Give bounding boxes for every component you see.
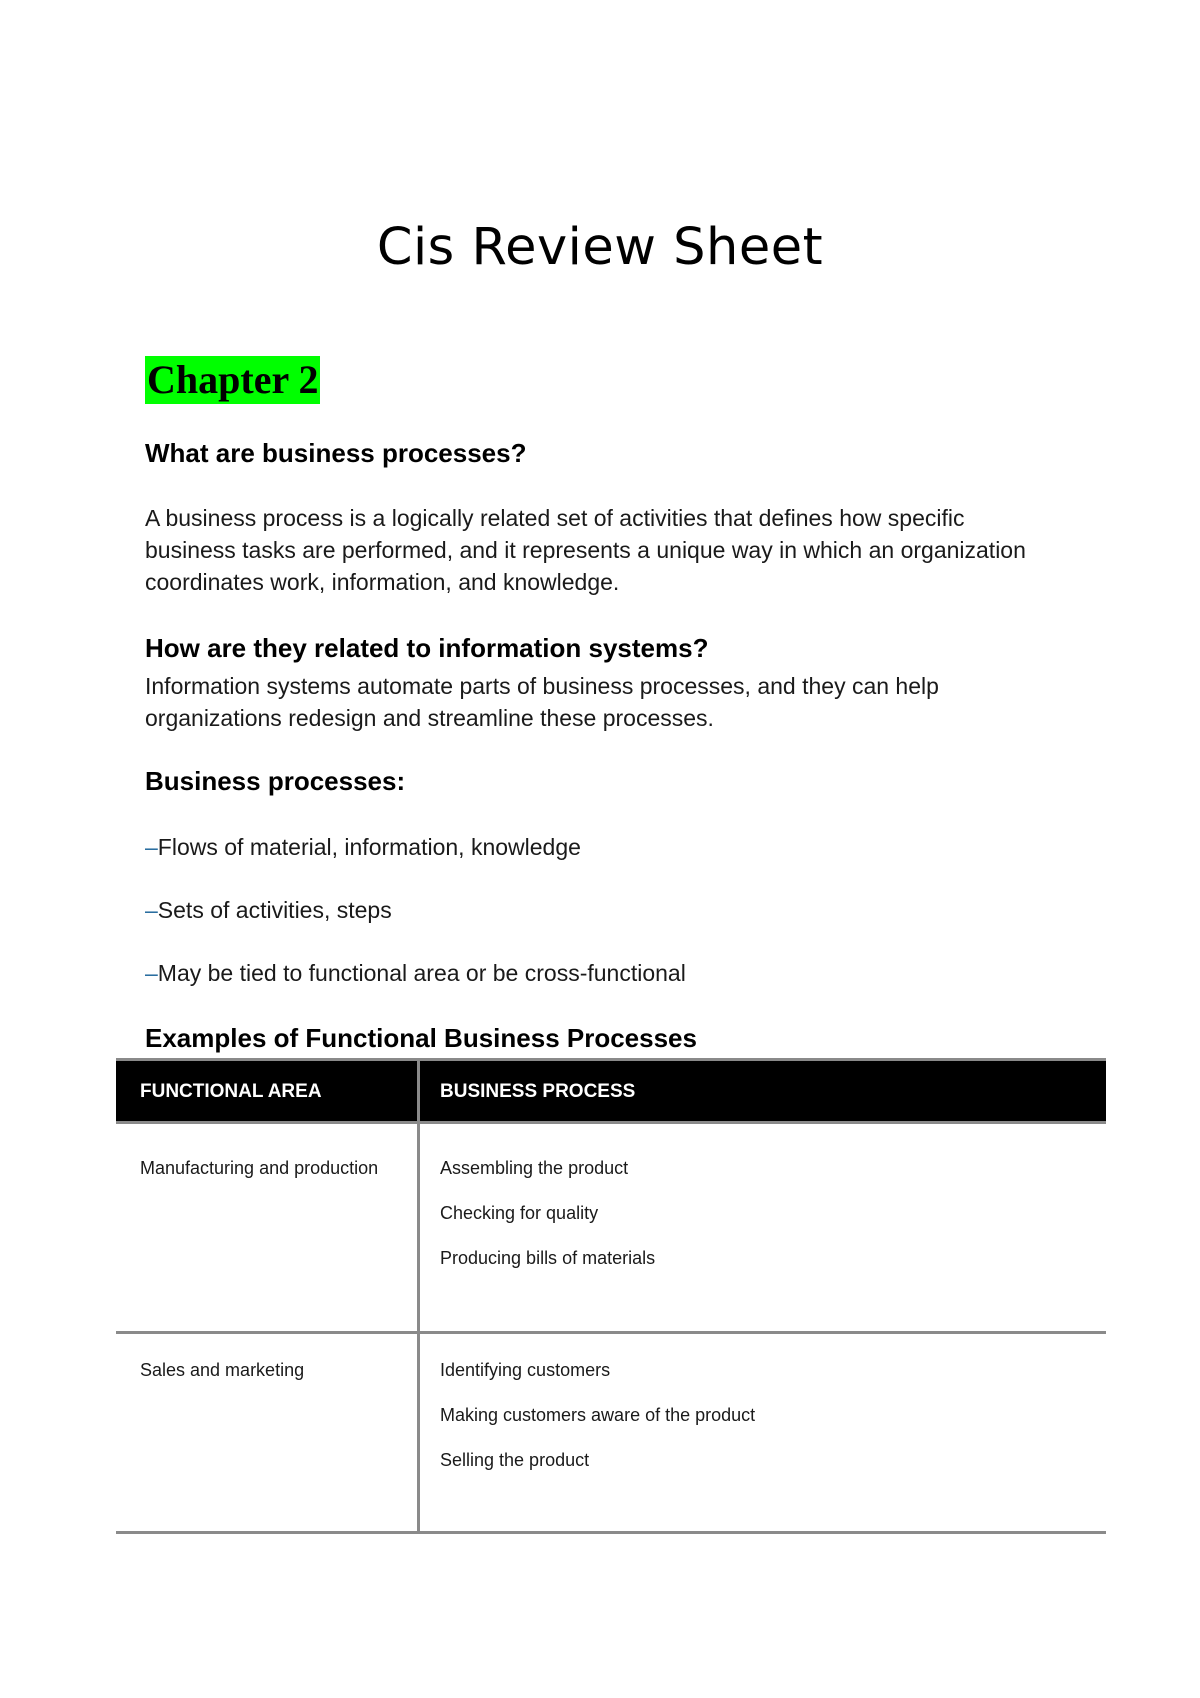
row-divider [116,1531,1106,1534]
table-cell-process: Producing bills of materials [440,1248,656,1268]
bullet-item [145,897,392,924]
bullet-item [145,960,686,987]
bullet-item [145,834,581,861]
table-cell-area: Sales and marketing [140,1360,305,1380]
table-cell-area: Manufacturing and production [140,1158,379,1178]
paragraph-information-systems: Information systems automate parts of business processes, and they can help organizations redesign and streamline these processes. [145,673,939,731]
dash-marker: – [145,834,158,860]
chapter-heading: Chapter 2 [147,357,319,402]
table-cell-process: Assembling the product [440,1158,629,1178]
bullet-text: May be tied to functional area or be cross-functional [157,960,686,986]
examples-heading: Examples of Functional Business Processes [145,1023,697,1053]
functional-processes-table [116,1058,1106,1534]
business-processes-heading: Business processes: [145,766,406,796]
column-divider [417,1058,420,1534]
table-cell-process: Selling the product [440,1450,590,1470]
column-header-functional-area: FUNCTIONAL AREA [140,1081,322,1102]
table-header-row [116,1058,1106,1124]
row-divider [116,1331,1106,1334]
document-title: Cis Review Sheet [376,218,824,277]
bullet-text: Flows of material, information, knowledge [157,834,581,860]
column-header-business-process: BUSINESS PROCESS [440,1081,636,1102]
dash-marker: – [145,960,158,986]
table-cell-process: Making customers aware of the product [440,1405,756,1425]
paragraph-business-process-definition: A business process is a logically related set of activities that defines how specific business tasks are performed, and it represents a unique way in which an organization coordinates work, information, and knowledge. [145,505,1026,595]
bullet-text: Sets of activities, steps [157,897,392,923]
question-heading-information-systems: How are they related to information systems? [145,633,709,663]
table-cell-process: Identifying customers [440,1360,611,1380]
table-cell-process: Checking for quality [440,1203,599,1223]
question-heading-business-processes: What are business processes? [145,438,527,468]
dash-marker: – [145,897,158,923]
